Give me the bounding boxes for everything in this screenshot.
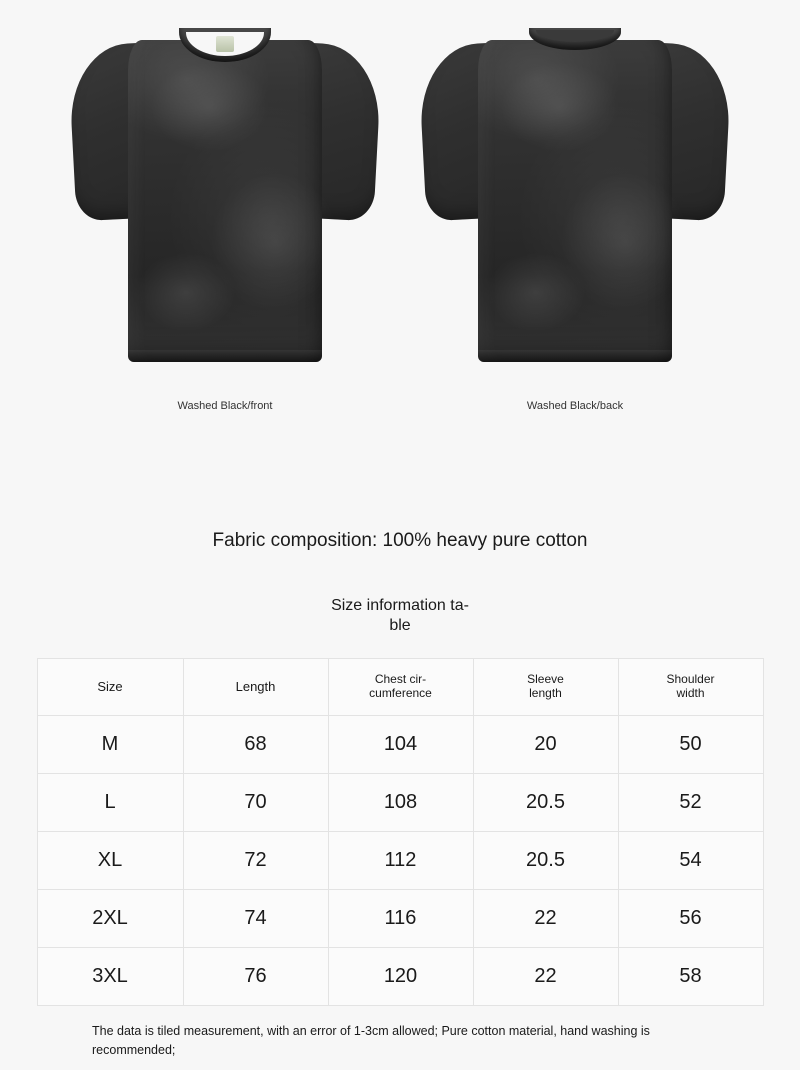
column-header-size: Size: [37, 659, 183, 716]
cell-sleeve: 20: [473, 716, 618, 774]
table-row: [37, 890, 763, 948]
cell-chest: 116: [328, 890, 473, 948]
cell-size: 2XL: [37, 890, 183, 948]
collar-opening: [536, 30, 614, 42]
product-image-caption: Washed Black/front: [177, 400, 273, 412]
fabric-composition-text: Fabric composition: 100% heavy pure cotton: [212, 530, 588, 551]
cell-size: 3XL: [37, 948, 183, 1006]
tshirt-body: [478, 40, 672, 362]
tshirt-body: [128, 40, 322, 362]
cell-chest: 112: [328, 832, 473, 890]
cell-chest: 108: [328, 774, 473, 832]
product-image-back[interactable]: [405, 0, 745, 440]
column-header-chest-line2: cumference: [369, 686, 432, 700]
column-header-sleeve-line1: Sleeve: [527, 672, 564, 687]
cell-sleeve: 22: [473, 890, 618, 948]
column-header-length: Length: [183, 659, 328, 716]
cell-chest: 104: [328, 716, 473, 774]
hem: [478, 350, 672, 362]
cell-length: 76: [183, 948, 328, 1006]
product-gallery: [0, 0, 800, 440]
size-table-title: [220, 596, 580, 636]
cell-shoulder: 52: [618, 774, 763, 832]
table-header-row: [37, 659, 763, 716]
cell-length: 74: [183, 890, 328, 948]
cell-length: 72: [183, 832, 328, 890]
product-image-front[interactable]: [55, 0, 395, 440]
cell-size: L: [37, 774, 183, 832]
table-row: [37, 774, 763, 832]
column-header-chest: [328, 659, 473, 716]
table-row: [37, 948, 763, 1006]
cell-length: 68: [183, 716, 328, 774]
hem: [128, 350, 322, 362]
cell-length: 70: [183, 774, 328, 832]
cell-sleeve: 22: [473, 948, 618, 1006]
cell-shoulder: 58: [618, 948, 763, 1006]
column-header-chest-line1: Chest cir-: [374, 672, 427, 687]
size-table-title-line2: ble: [389, 617, 411, 634]
cell-size: M: [37, 716, 183, 774]
table-row: [37, 832, 763, 890]
column-header-shoulder-line2: width: [676, 686, 705, 700]
column-header-shoulder-line1: Shoulder: [666, 672, 715, 687]
tshirt-front-graphic: [55, 0, 395, 375]
cell-shoulder: 54: [618, 832, 763, 890]
column-header-shoulder: [618, 659, 763, 716]
neck-tag: [216, 36, 234, 52]
column-header-sleeve-line2: length: [529, 686, 562, 700]
cell-shoulder: 56: [618, 890, 763, 948]
product-image-caption: Washed Black/back: [526, 400, 624, 412]
cell-shoulder: 50: [618, 716, 763, 774]
size-table-title-line1: Size information ta-: [331, 597, 469, 614]
measurement-footnote: The data is tiled measurement, with an error of 1-3cm allowed; Pure cotton material, hand washing is recommended;: [92, 1024, 650, 1058]
cell-size: XL: [37, 832, 183, 890]
cell-chest: 120: [328, 948, 473, 1006]
column-header-sleeve: [473, 659, 618, 716]
size-information-table: [37, 658, 764, 1006]
table-row: [37, 716, 763, 774]
cell-sleeve: 20.5: [473, 774, 618, 832]
tshirt-back-graphic: [405, 0, 745, 375]
cell-sleeve: 20.5: [473, 832, 618, 890]
